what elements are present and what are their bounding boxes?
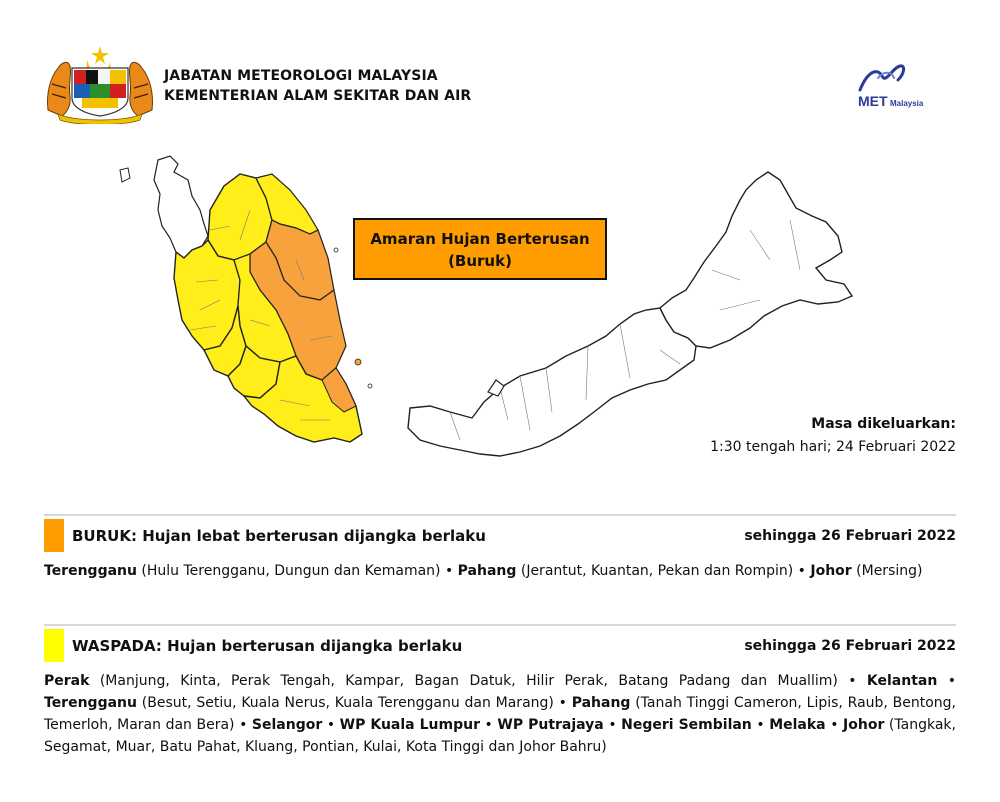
district-list: (Mersing) bbox=[851, 563, 923, 579]
org-name-line2: KEMENTERIAN ALAM SEKITAR DAN AIR bbox=[164, 88, 472, 104]
section-title: WASPADA: Hujan berterusan dijangka berlaku bbox=[72, 637, 463, 655]
region-sabah bbox=[660, 172, 852, 348]
state-name: Terengganu bbox=[44, 563, 137, 579]
section-areas bbox=[44, 560, 956, 582]
separator: • bbox=[440, 563, 458, 579]
state-name: Selangor bbox=[251, 717, 323, 733]
svg-text:MET: MET bbox=[858, 93, 888, 109]
state-name: Terengganu bbox=[44, 695, 137, 711]
separator: • bbox=[937, 673, 956, 689]
district-list: (Tanah Tinggi Cameron, Lipis, Raub, Bentong, Temerloh, Maran dan Bera) bbox=[44, 695, 956, 733]
district-list: (Tangkak, Segamat, Muar, Batu Pahat, Kluang, Pontian, Kulai, Kota Tinggi dan Johor Bahru) bbox=[44, 717, 956, 755]
district-list: (Hulu Terengganu, Dungun dan Kemaman) bbox=[136, 563, 441, 579]
separator: • bbox=[603, 717, 622, 733]
org-name-line1: JABATAN METEOROLOGI MALAYSIA bbox=[164, 68, 438, 84]
state-name: WP Putrajaya bbox=[497, 717, 604, 733]
waspada-color-swatch bbox=[44, 629, 64, 662]
svg-text:Malaysia: Malaysia bbox=[890, 99, 924, 108]
buruk-color-swatch bbox=[44, 519, 64, 552]
separator: • bbox=[825, 717, 844, 733]
district-list: (Jerantut, Kuantan, Pekan dan Rompin) bbox=[516, 563, 794, 579]
section-until-date: sehingga 26 Februari 2022 bbox=[744, 528, 956, 544]
separator: • bbox=[479, 717, 498, 733]
section-header bbox=[44, 626, 956, 662]
separator: • bbox=[793, 563, 811, 579]
warning-title: Amaran Hujan Berterusan bbox=[370, 230, 590, 248]
met-malaysia-logo-icon bbox=[848, 60, 956, 110]
issued-value: 1:30 tengah hari; 24 Februari 2022 bbox=[710, 439, 956, 455]
separator: • bbox=[837, 673, 867, 689]
section-waspada bbox=[44, 624, 956, 758]
district-list: (Manjung, Kinta, Perak Tengah, Kampar, Bagan Datuk, Hilir Perak, Batang Padang dan Muallim) bbox=[89, 673, 838, 689]
region-sarawak bbox=[408, 308, 696, 456]
district-list: (Besut, Setiu, Kuala Nerus, Kuala Terengganu dan Marang) bbox=[136, 695, 554, 711]
state-name: Kelantan bbox=[866, 673, 938, 689]
separator: • bbox=[553, 695, 572, 711]
state-name: Pahang bbox=[457, 563, 517, 579]
warning-level: (Buruk) bbox=[448, 252, 512, 270]
state-name: Johor bbox=[810, 563, 852, 579]
issued-time bbox=[710, 413, 956, 459]
state-name: Negeri Sembilan bbox=[621, 717, 752, 733]
separator: • bbox=[234, 717, 252, 733]
separator: • bbox=[751, 717, 770, 733]
section-title: BURUK: Hujan lebat berterusan dijangka berlaku bbox=[72, 527, 486, 545]
section-until-date: sehingga 26 Februari 2022 bbox=[744, 638, 956, 654]
section-buruk bbox=[44, 514, 956, 582]
separator: • bbox=[322, 717, 340, 733]
organization-name bbox=[164, 66, 471, 106]
malaysia-coat-of-arms-icon bbox=[44, 44, 156, 124]
region-kedah-perlis bbox=[154, 156, 208, 258]
state-name: Pahang bbox=[571, 695, 631, 711]
state-name: Melaka bbox=[769, 717, 826, 733]
section-areas bbox=[44, 670, 956, 758]
state-name: Perak bbox=[44, 673, 90, 689]
state-name: WP Kuala Lumpur bbox=[339, 717, 480, 733]
header bbox=[44, 44, 956, 124]
issued-label: Masa dikeluarkan: bbox=[811, 416, 956, 432]
section-header bbox=[44, 516, 956, 552]
state-name: Johor bbox=[843, 717, 885, 733]
warning-level-box bbox=[353, 218, 607, 280]
